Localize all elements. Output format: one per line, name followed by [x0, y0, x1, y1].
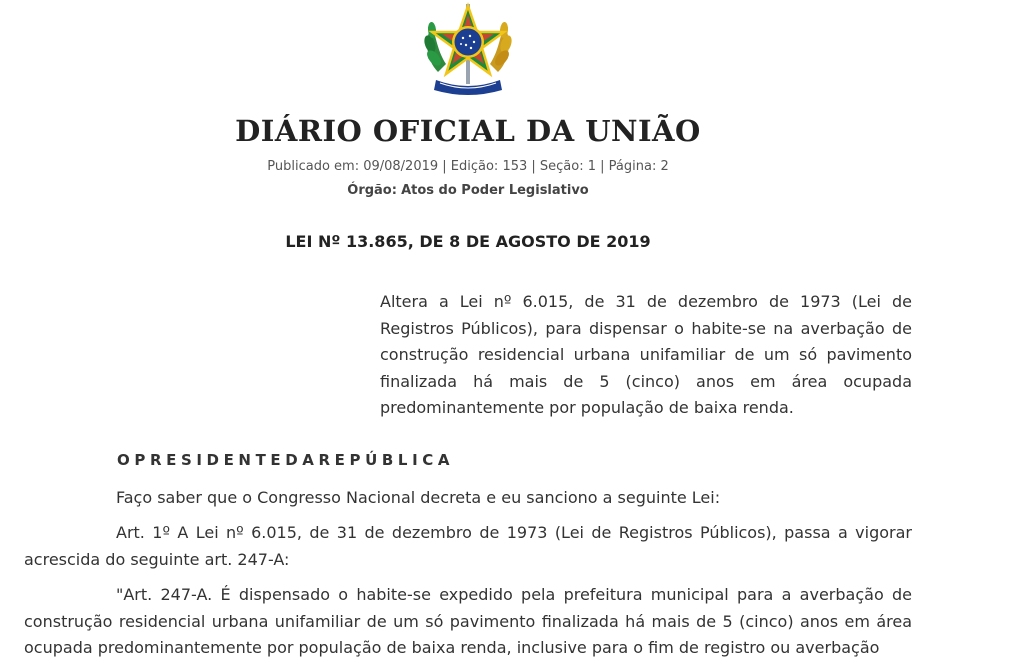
- law-paragraph: [24, 485, 912, 512]
- newspaper-title: DIÁRIO OFICIAL DA UNIÃO: [235, 114, 701, 148]
- law-paragraph: [24, 520, 912, 573]
- paragraph-text: Faço saber que o Congresso Nacional decreta e eu sanciono a seguinte Lei:: [116, 488, 721, 507]
- law-ementa: Altera a Lei nº 6.015, de 31 de dezembro de 1973 (Lei de Registros Públicos), para dispensar o habite-se na averbação de construção residencial urbana unifamiliar de um só pavimento finalizada há mais de 5 (cinco) anos em área ocupada predominantemente por população de baixa renda.: [380, 292, 912, 417]
- presidente-heading: OPRESIDENTEDAREPÚBLICA: [117, 451, 455, 469]
- orgao-value: Atos do Poder Legislativo: [401, 183, 589, 198]
- brazil-coat-of-arms-icon: [416, 0, 520, 100]
- orgao-line: [0, 183, 936, 198]
- paragraph-text: "Art. 247-A. É dispensado o habite-se expedido pela prefeitura municipal para a averbação de construção residencial urbana unifamiliar de um só pavimento finalizada há mais de 5 (cinco) anos em área ocupada predominantemente por população de baixa renda, inclusive para o fim de registro ou averbação: [24, 585, 912, 657]
- law-paragraph: [24, 582, 912, 659]
- law-title: LEI Nº 13.865, DE 8 DE AGOSTO DE 2019: [285, 232, 651, 251]
- publication-info: Publicado em: 09/08/2019 | Edição: 153 | Seção: 1 | Página: 2: [267, 159, 669, 174]
- paragraph-text: Art. 1º A Lei nº 6.015, de 31 de dezembro de 1973 (Lei de Registros Públicos), passa a vigorar acrescida do seguinte art. 247-A:: [24, 523, 912, 569]
- orgao-label: Órgão:: [347, 183, 397, 198]
